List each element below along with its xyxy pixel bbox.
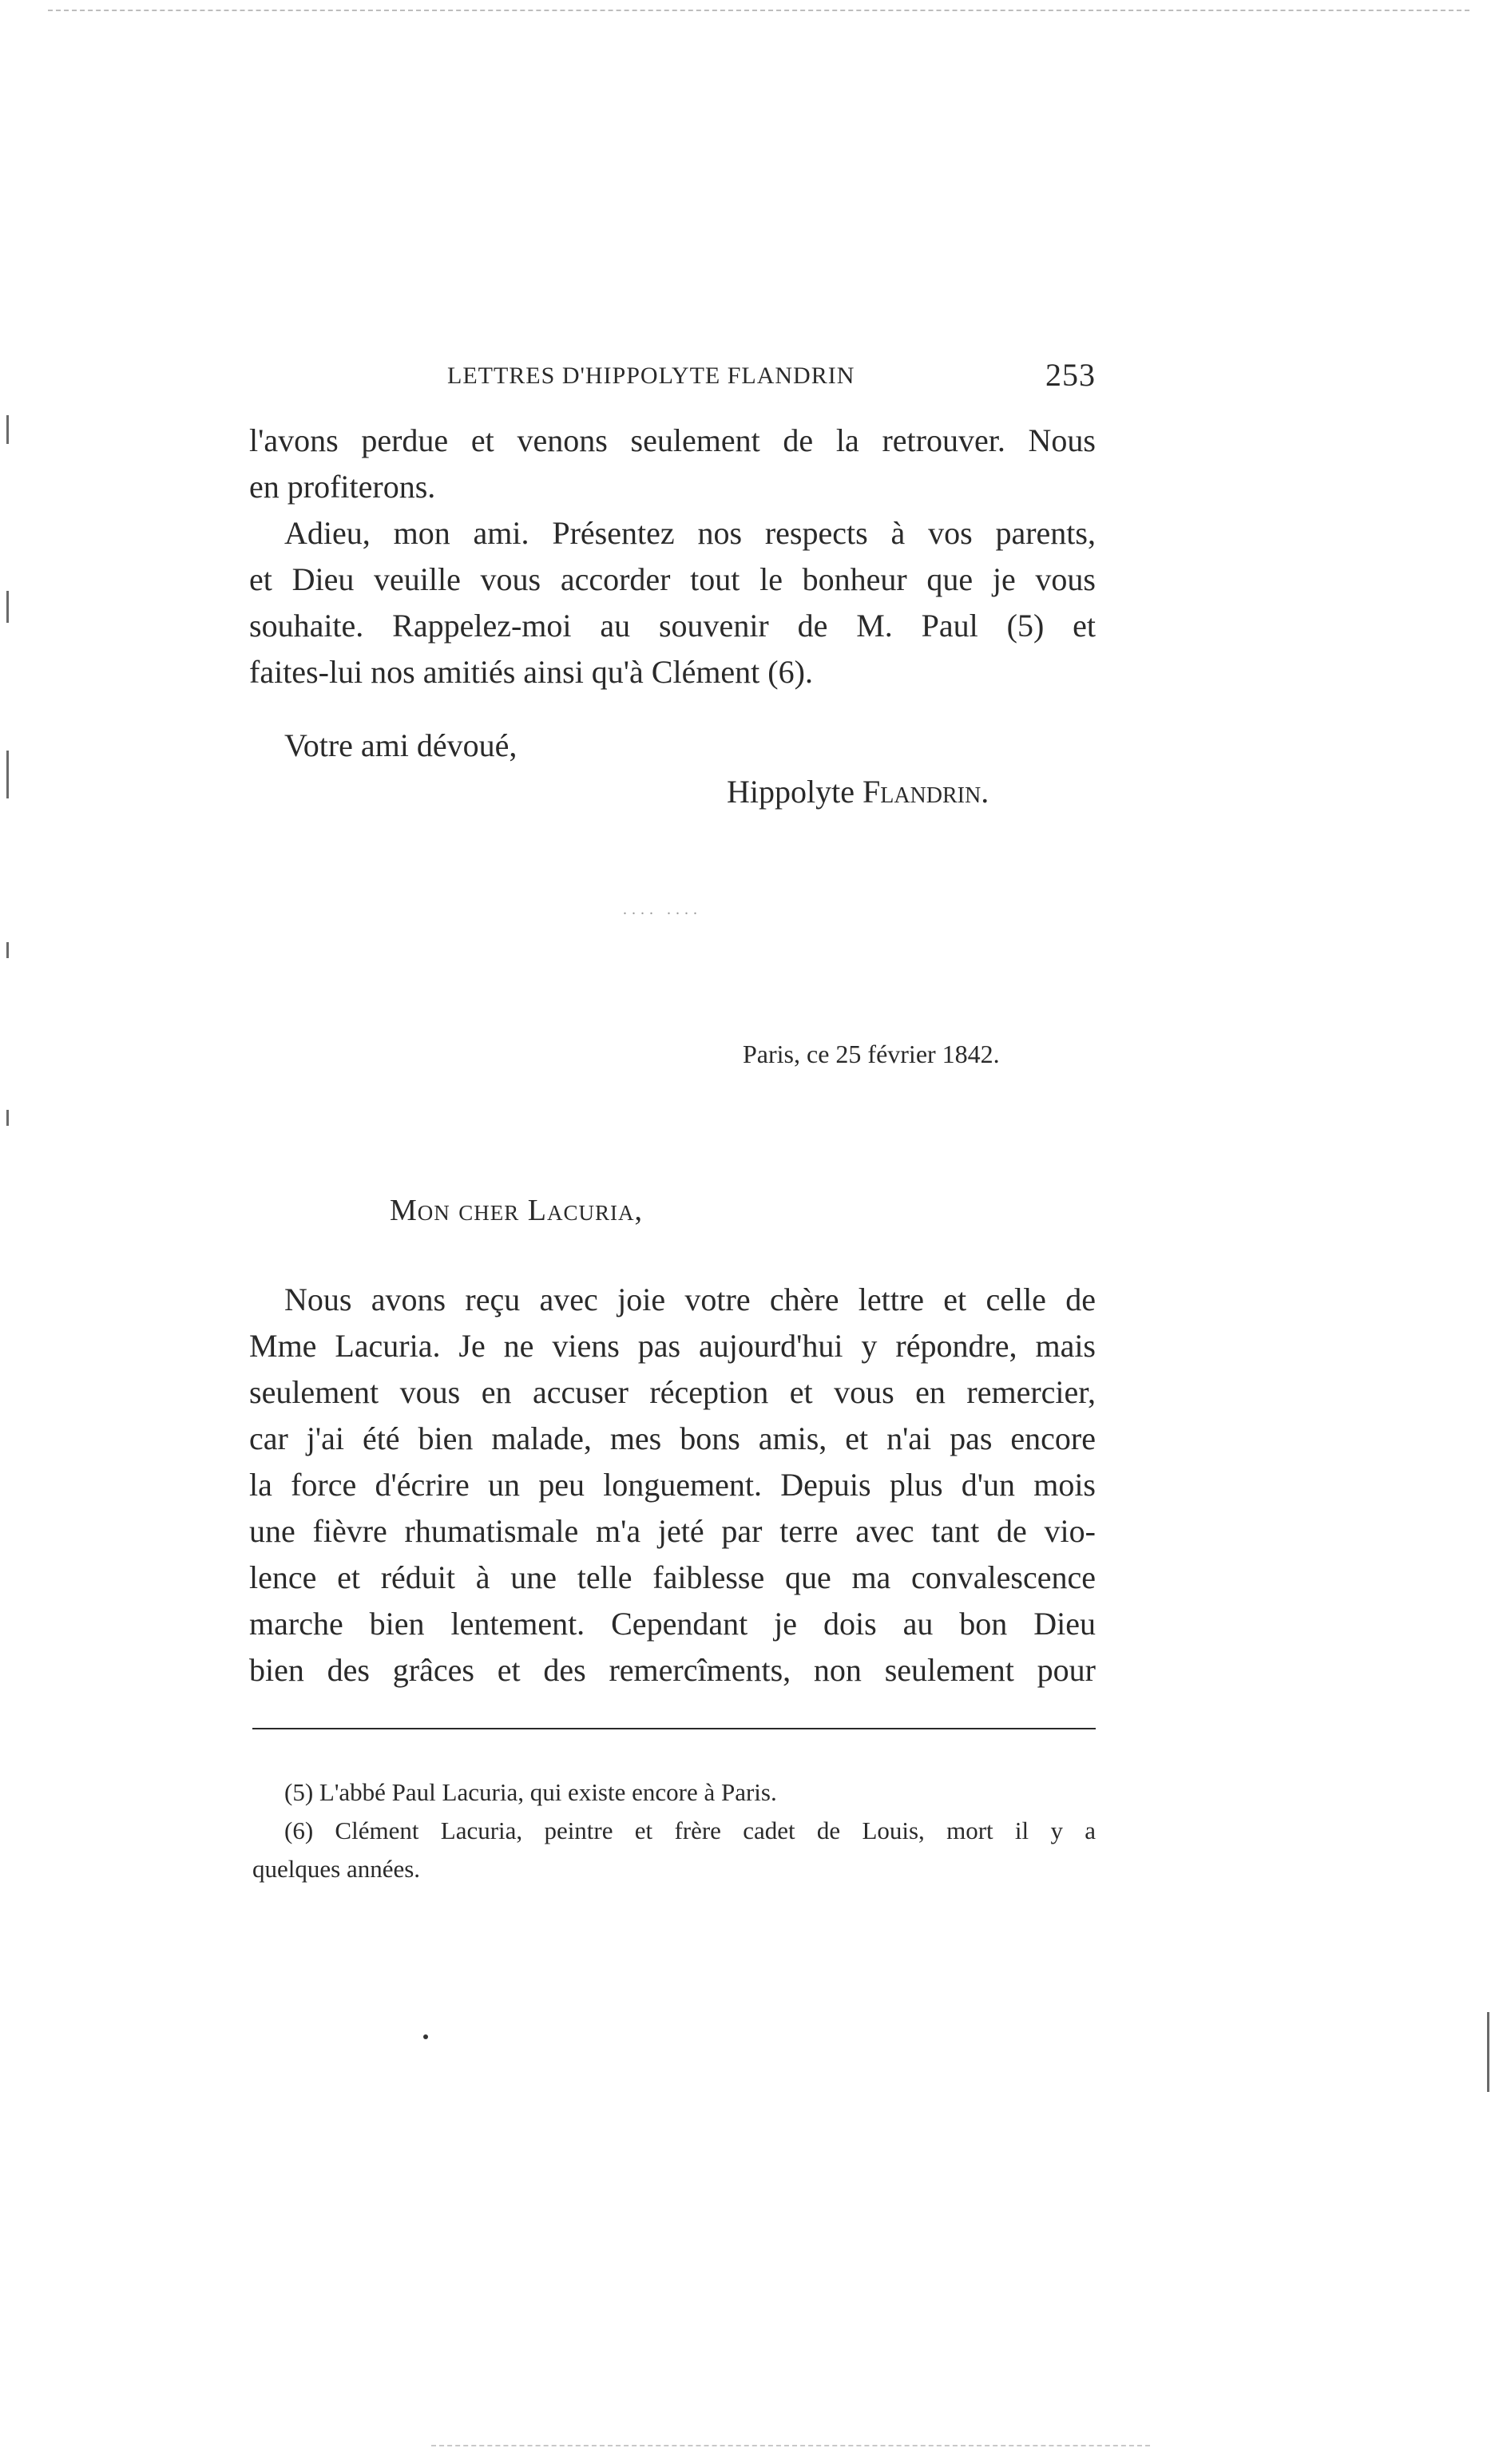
text-line: l'avons perdue et venons seulement de la retrouver. Nous [249,422,1096,458]
text-line: car j'ai été bien malade, mes bons amis, et n'ai pas encore [249,1420,1096,1456]
scan-mark [6,591,9,623]
scan-mark [6,751,9,798]
text-line: Mme Lacuria. Je ne viens pas aujourd'hui y répondre, mais [249,1328,1096,1364]
text-line: et Dieu veuille vous accorder tout le bonheur que je vous [249,561,1096,597]
text-line: Adieu, mon ami. Présentez nos respects à vos parents, [284,515,1096,551]
page-number: 253 [1045,357,1096,393]
section-ornament: .... .... [623,901,702,918]
text-line: la force d'écrire un peu longuement. Depuis plus d'un mois [249,1467,1096,1503]
text-line: bien des grâces et des remercîments, non seulement pour [249,1652,1096,1688]
scan-mark [1487,2012,1489,2092]
scan-mark [6,415,9,444]
running-head-title: LETTRES D'HIPPOLYTE FLANDRIN [447,362,855,389]
dateline: Paris, ce 25 février 1842. [743,1040,1000,1068]
signature [727,770,989,814]
footnote-5: (5) L'abbé Paul Lacuria, qui existe encore à Paris. [284,1778,777,1806]
text-line: marche bien lentement. Cependant je dois au bon Dieu [249,1606,1096,1642]
text-line: lence et réduit à une telle faiblesse que ma convalescence [249,1559,1096,1595]
scan-mark [6,942,9,958]
text-line: faites-lui nos amitiés ainsi qu'à Clément (6). [249,654,813,690]
text-line: une fièvre rhumatismale m'a jeté par terre avec tant de vio- [249,1513,1096,1549]
text-line: souhaite. Rappelez-moi au souvenir de M. Paul (5) et [249,608,1096,644]
salutation: Mon cher Lacuria, [390,1194,644,1227]
ink-speck [423,2034,428,2039]
signature-first-name: Hippolyte [727,774,855,810]
signature-last-name: Flandrin. [862,774,989,810]
closing: Votre ami dévoué, [284,727,518,763]
footnote-6: (6) Clément Lacuria, peintre et frère cadet de Louis, mort il y a [284,1816,1096,1844]
text-line: en profiterons. [249,469,436,505]
text-line: Nous avons reçu avec joie votre chère lettre et celle de [284,1282,1096,1317]
footnote-rule [252,1728,1096,1729]
scan-mark [6,1110,9,1126]
scan-edge-top [48,10,1469,11]
running-head [447,356,1096,396]
scan-edge-bottom [431,2445,1150,2446]
footnote-6-continuation: quelques années. [252,1855,421,1883]
text-line: seulement vous en accuser réception et vous en remercier, [249,1374,1096,1410]
